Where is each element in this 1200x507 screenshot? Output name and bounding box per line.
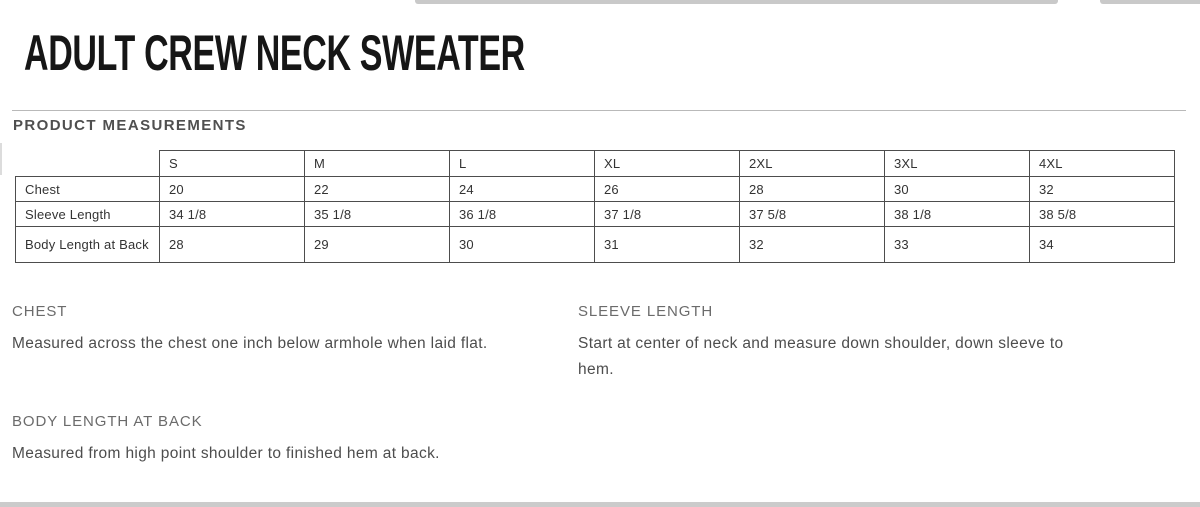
definition-chest — [12, 303, 552, 357]
section-divider — [12, 110, 1186, 111]
definition-text-sleeve-length: Start at center of neck and measure down shoulder, down sleeve to hem. — [578, 335, 1064, 378]
measurement-cell: 24 — [450, 177, 595, 202]
corner-cell — [16, 151, 160, 177]
measurements-table — [15, 150, 1175, 263]
size-header-l: L — [450, 151, 595, 177]
measurement-cell: 28 — [160, 227, 305, 263]
measurement-cell: 33 — [885, 227, 1030, 263]
measurement-cell: 28 — [740, 177, 885, 202]
definition-body-length-at-back — [12, 413, 552, 467]
definition-sleeve-length — [578, 303, 1103, 383]
size-header-4xl: 4XL — [1030, 151, 1175, 177]
measurement-cell: 37 5/8 — [740, 202, 885, 227]
table-row-body-length-at-back — [16, 227, 1175, 263]
definition-heading-sleeve-length: SLEEVE LENGTH — [578, 303, 714, 320]
measurement-cell: 38 1/8 — [885, 202, 1030, 227]
measurement-cell: 36 1/8 — [450, 202, 595, 227]
row-label-sleeve-length: Sleeve Length — [16, 202, 160, 227]
definition-text-chest: Measured across the chest one inch below armhole when laid flat. — [12, 335, 488, 352]
definition-text-body-length-at-back: Measured from high point shoulder to finished hem at back. — [12, 445, 440, 462]
definition-heading-body-length-at-back: BODY LENGTH AT BACK — [12, 413, 203, 430]
measurement-cell: 30 — [885, 177, 1030, 202]
table-row-sleeve-length — [16, 202, 1175, 227]
measurement-cell: 22 — [305, 177, 450, 202]
measurement-cell: 29 — [305, 227, 450, 263]
table-row-chest — [16, 177, 1175, 202]
size-header-m: M — [305, 151, 450, 177]
bottom-edge-bar — [0, 502, 1200, 507]
measurement-cell: 31 — [595, 227, 740, 263]
measurement-cell: 32 — [1030, 177, 1175, 202]
measurement-cell: 26 — [595, 177, 740, 202]
size-header-s: S — [160, 151, 305, 177]
measurement-cell: 20 — [160, 177, 305, 202]
measurement-cell: 30 — [450, 227, 595, 263]
measurement-cell: 35 1/8 — [305, 202, 450, 227]
row-label-body-length-at-back: Body Length at Back — [16, 227, 160, 263]
table-header-row — [16, 151, 1175, 177]
page-title: ADULT CREW NECK SWEATER — [24, 25, 525, 81]
measurement-cell: 34 — [1030, 227, 1175, 263]
measurement-cell: 38 5/8 — [1030, 202, 1175, 227]
size-header-xl: XL — [595, 151, 740, 177]
section-heading: PRODUCT MEASUREMENTS — [13, 117, 247, 134]
measurement-cell: 34 1/8 — [160, 202, 305, 227]
measurement-cell: 32 — [740, 227, 885, 263]
top-edge-bar-left-segment — [415, 0, 1058, 4]
size-header-3xl: 3XL — [885, 151, 1030, 177]
row-label-chest: Chest — [16, 177, 160, 202]
left-edge-scroll-sliver — [0, 143, 2, 175]
size-header-2xl: 2XL — [740, 151, 885, 177]
measurement-cell: 37 1/8 — [595, 202, 740, 227]
definition-heading-chest: CHEST — [12, 303, 68, 320]
top-edge-bar-right-segment — [1100, 0, 1200, 4]
